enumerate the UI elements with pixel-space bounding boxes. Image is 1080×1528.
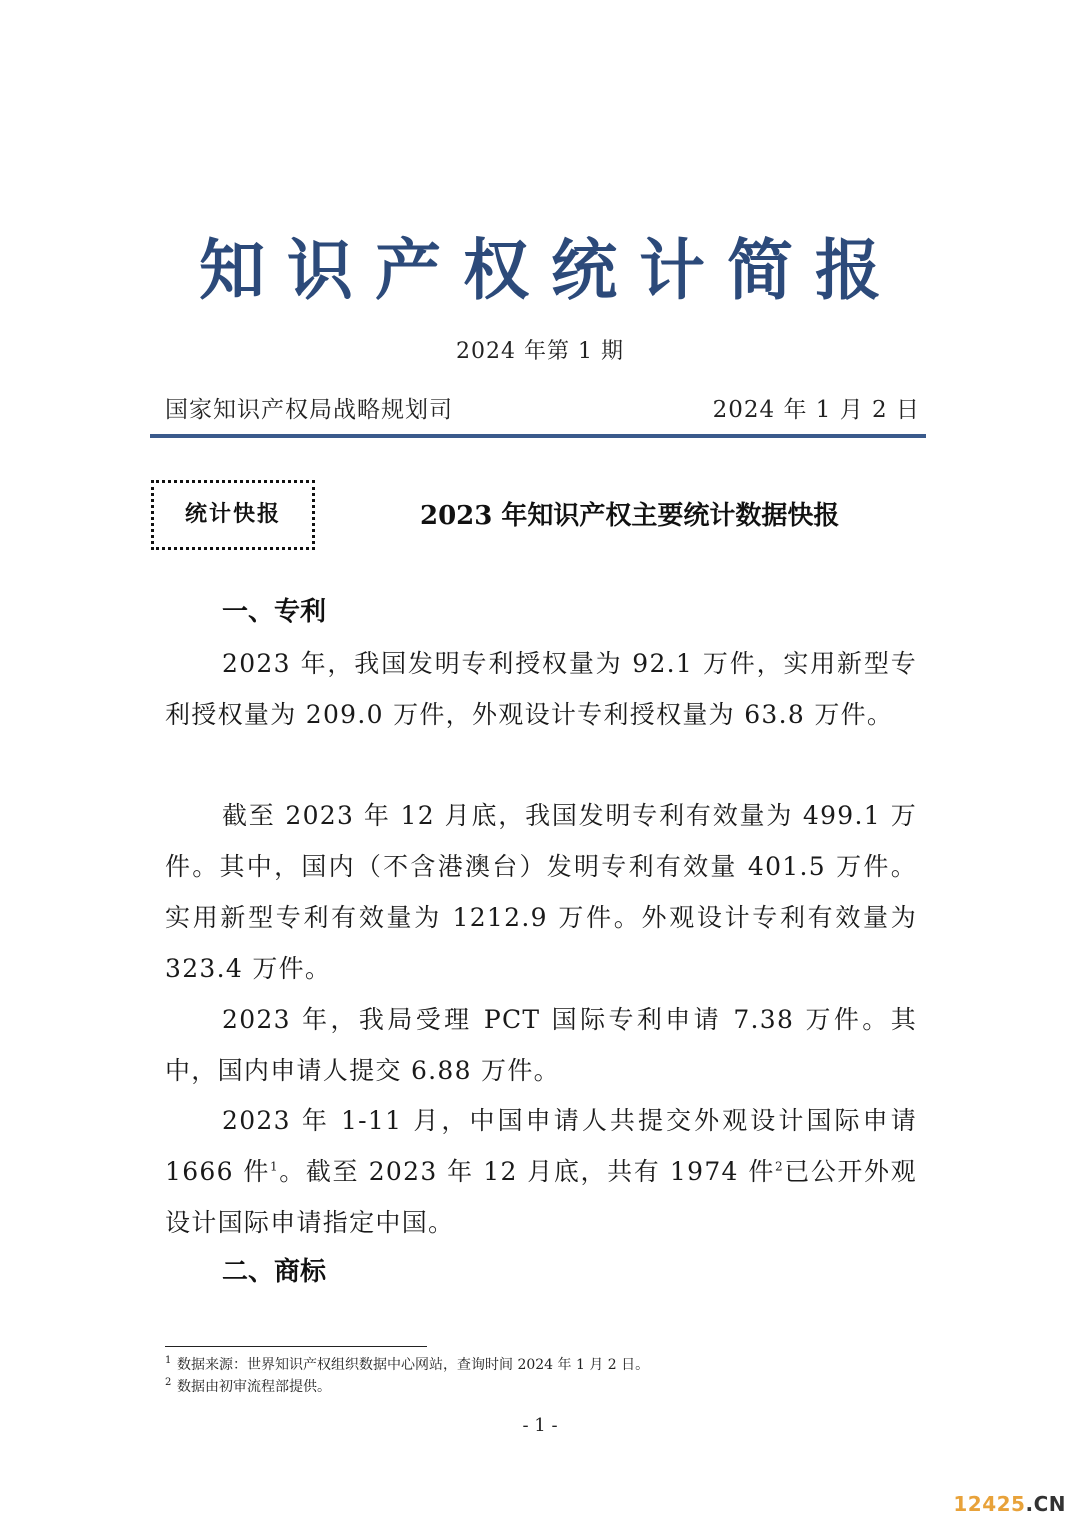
section-heading-patents: 一、专利 — [222, 597, 327, 627]
issue-date: 2024 年 1 月 2 日 — [712, 397, 920, 423]
watermark-number: 12425 — [953, 1492, 1026, 1516]
issuing-organization: 国家知识产权局战略规划司 — [165, 397, 453, 423]
footnote-ref-2[interactable]: 2 — [774, 1159, 784, 1174]
footnote-2: 2 数据由初审流程部提供。 — [165, 1377, 331, 1395]
header-divider — [150, 434, 926, 438]
footnote-1: 1 数据来源：世界知识产权组织数据中心网站，查询时间 2024 年 1 月 2 日。 — [165, 1355, 650, 1373]
design-text-a: 2023 年 1-11 月，中国申请人共提交外观设计国际申请 1666 件 — [165, 1106, 917, 1186]
category-badge: 统计快报 — [151, 480, 315, 550]
footnote-divider — [165, 1346, 427, 1347]
design-text-b: 。截至 2023 年 12 月底，共有 1974 件 — [278, 1157, 775, 1186]
watermark-tld: .CN — [1025, 1492, 1066, 1516]
issue-number: 2024 年第 1 期 — [456, 339, 624, 364]
paragraph-patent-grants: 2023 年，我国发明专利授权量为 92.1 万件，实用新型专利授权量为 209.0 万件，外观设计专利授权量为 63.8 万件。 — [165, 649, 917, 729]
footnote-ref-1[interactable]: 1 — [270, 1159, 279, 1174]
paragraph-patent-in-force: 截至 2023 年 12 月底，我国发明专利有效量为 499.1 万件。其中，国内（不含港澳台）发明专利有效量 401.5 万件。实用新型专利有效量为 1212.9 万件。外观设计专利有效量为 323.4 万件。 — [165, 801, 917, 983]
paragraph-design-international — [165, 1095, 917, 1248]
footnote-2-text: 数据由初审流程部提供。 — [177, 1379, 331, 1395]
masthead-title: 知识产权统计简报 — [199, 231, 903, 309]
paragraph-pct-applications: 2023 年，我局受理 PCT 国际专利申请 7.38 万件。其中，国内申请人提交 6.88 万件。 — [165, 1005, 917, 1085]
page-number: - 1 - — [522, 1415, 558, 1436]
bulletin-title: 2023 年知识产权主要统计数据快报 — [420, 501, 840, 531]
design-text-c: 已公开外观设计国际申请指定中国。 — [165, 1157, 917, 1237]
section-heading-trademarks: 二、商标 — [222, 1257, 327, 1287]
header-row — [165, 390, 920, 430]
site-watermark — [953, 1490, 1066, 1518]
footnote-1-text: 数据来源：世界知识产权组织数据中心网站，查询时间 2024 年 1 月 2 日。 — [177, 1357, 650, 1373]
